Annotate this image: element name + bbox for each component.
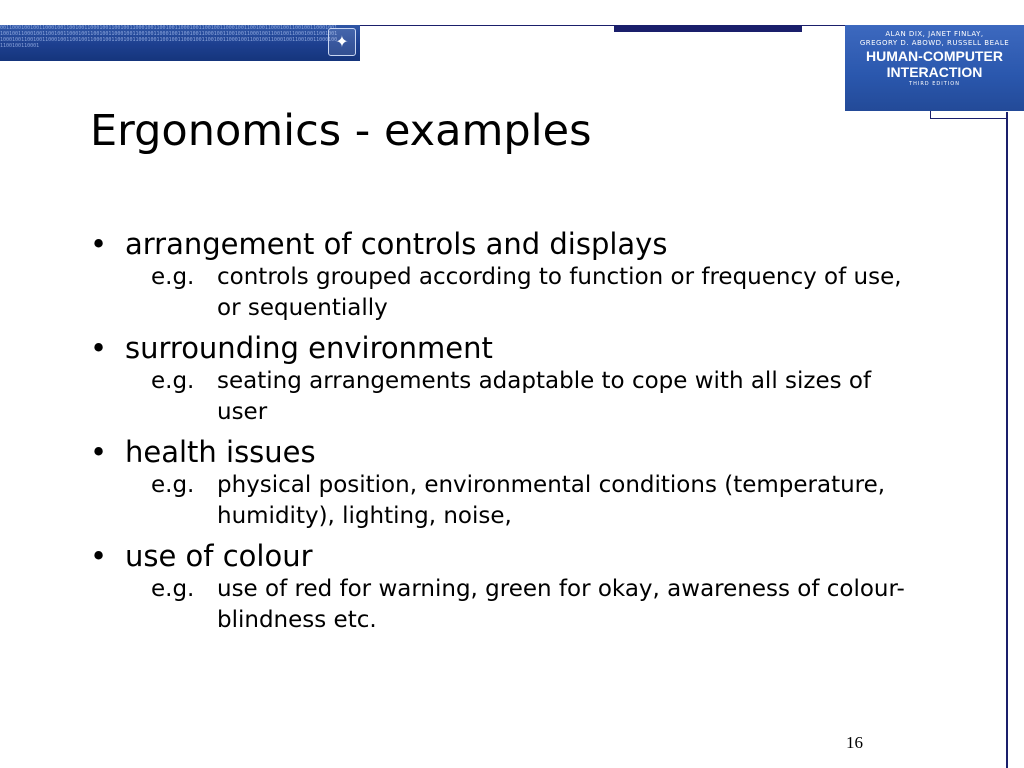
bullet-text: use of colour xyxy=(125,539,313,573)
example-text: controls grouped according to function or frequency of use, or sequentially xyxy=(217,264,902,321)
cover-authors-line-1: ALAN DIX, JANET FINLAY, xyxy=(885,30,984,38)
example-text: seating arrangements adaptable to cope with all sizes of user xyxy=(217,368,872,425)
cover-title-line-1: HUMAN-COMPUTER xyxy=(866,48,1003,64)
cover-edition: THIRD EDITION xyxy=(909,81,960,87)
header-accent-bar xyxy=(614,25,802,32)
binary-pattern: 0011000100100110001001100100110001001100100110001001100100110001001100100110001001100100110001001100100110001001100100110001001100100110001001100100110001001100100110001001100100110001001100100110001001100100110001001100100110001001100100110001001100100110001001100100110001001100100110001001100100110001001100100110001001100100110001001100100110001 xyxy=(0,25,338,49)
right-margin-rule xyxy=(1006,112,1008,768)
example-label: e.g. xyxy=(151,472,195,498)
bullet-item xyxy=(90,227,920,324)
bullet-list xyxy=(90,227,920,643)
cover-rule xyxy=(930,118,1008,119)
example-label: e.g. xyxy=(151,264,195,290)
cover-title-line-2: INTERACTION xyxy=(886,64,983,80)
example-label: e.g. xyxy=(151,368,195,394)
bullet-item xyxy=(90,435,920,532)
example-text: physical position, environmental conditions (temperature, humidity), lighting, noise, xyxy=(217,472,886,529)
bullet-item xyxy=(90,539,920,636)
page-number: 16 xyxy=(846,733,863,752)
bullet-text: arrangement of controls and displays xyxy=(125,227,668,261)
bullet-text: surrounding environment xyxy=(125,331,493,365)
example-label: e.g. xyxy=(151,576,195,602)
bullet-icon: • xyxy=(90,435,108,469)
book-cover-logo xyxy=(845,25,1024,111)
bullet-icon: • xyxy=(90,539,108,573)
top-banner xyxy=(0,25,360,61)
bullet-item xyxy=(90,331,920,428)
slide-title: Ergonomics - examples xyxy=(90,106,592,156)
crest-icon: ✦ xyxy=(328,28,356,56)
bullet-text: health issues xyxy=(125,435,316,469)
bullet-icon: • xyxy=(90,227,108,261)
cover-authors-line-2: GREGORY D. ABOWD, RUSSELL BEALE xyxy=(859,39,1010,47)
example-text: use of red for warning, green for okay, awareness of colour-blindness etc. xyxy=(217,576,905,633)
bullet-icon: • xyxy=(90,331,108,365)
